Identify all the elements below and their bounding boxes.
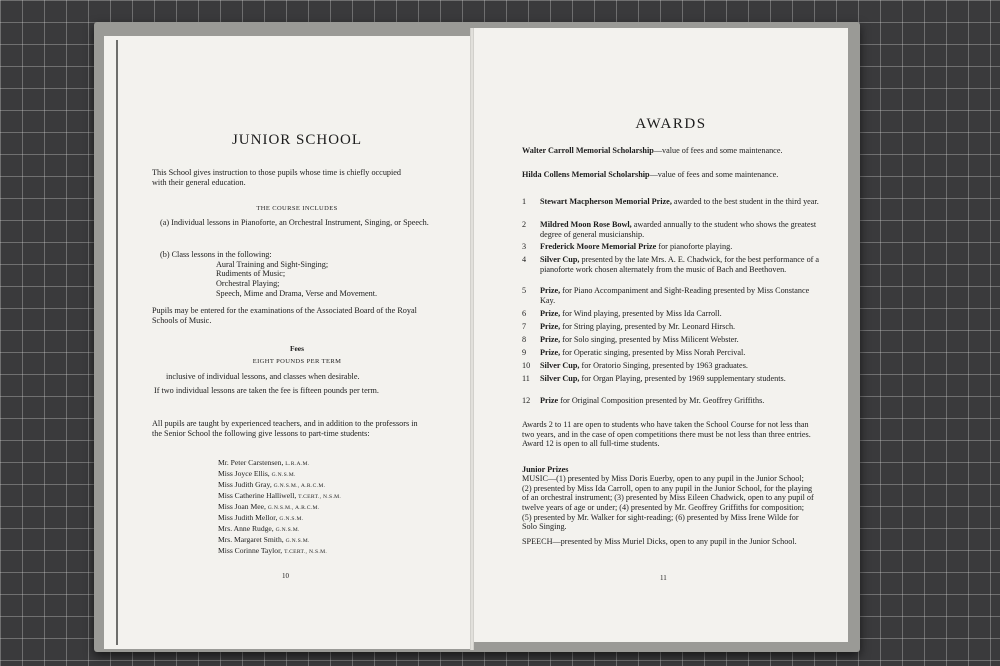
exams-paragraph: Pupils may be entered for the examinations of the Associated Board of the Royal Schools of Music. [152,306,417,325]
course-item-b-lead: (b) Class lessons in the following: [160,250,272,259]
page-number: 11 [660,574,667,582]
teacher-entry: Miss Catherine Halliwell, T.CERT., N.S.M. [218,491,342,500]
intro-paragraph: This School gives instruction to those pupils whose time is chiefly occupied with their general education. [152,168,402,187]
speech-prize-paragraph: SPEECH—presented by Miss Muriel Dicks, open to any pupil in the Junior School. [522,537,797,546]
page-title: AWARDS [635,116,707,132]
page-number: 10 [282,572,289,580]
left-page [104,36,472,649]
teacher-entry: Mrs. Anne Rudge, G.N.S.M. [218,524,300,533]
teacher-entry: Miss Judith Gray, G.N.S.M., A.R.C.M. [218,480,326,489]
teacher-entry: Miss Corinne Taylor, T.CERT., N.S.M. [218,546,328,555]
junior-prizes-heading: Junior Prizes [522,465,569,474]
course-item-a: (a) Individual lessons in Pianoforte, an Orchestral Instrument, Singing, or Speech. [160,218,429,227]
teacher-entry: Miss Joyce Ellis, G.N.S.M. [218,469,296,478]
scholarship-entry: Hilda Collens Memorial Scholarship—value of fees and some maintenance. [522,170,779,179]
course-sub-item: Speech, Mime and Drama, Verse and Movement. [216,288,378,298]
page-edge-shadow [116,40,118,645]
fees-amount: EIGHT POUNDS PER TERM [252,358,342,365]
fees-note-inclusive: inclusive of individual lessons, and classes when desirable. [166,372,360,381]
course-item-b [160,250,430,298]
right-page: AWARDS Walter Carroll Memorial Scholarship—value of fees and some maintenance. Hilda Collens Memorial Scholarship—value of fees and some maintenance. 1 Stewart Macpherson Memorial Prize, awarded to the best student in the third year. 2 Mildred Moon Rose Bowl, awarded annually to the student who shows the greatest degree of general musicianship. 3 Frederick Moore Memorial Prize for pianoforte playing. 4 Silver Cup, presented by the late Mrs. A. E. Chadwick, for the best performance of a pianoforte work chosen alternately from the music of Bach and Beethoven. 5 Prize, for Piano Accompaniment and Sight-Reading presented by Miss Constance Kay. 6 Prize, for Wind playing, presented by Miss Ida Carroll. 7 Prize, for String playing, presented by Mr. Leonard Hirsch. 8 Prize, for Solo singing, presented by Miss Milicent Webster. 9 Prize, for Operatic singing, presented by Miss Norah Percival. 10 Silver Cup, for Oratorio Singing, presented by 1963 graduates. 11 Silver Cup, for Organ Playing, presented by 1969 supplementary students. 12 Prize for Original Composition presented by Mr. Geoffrey Griffiths. Awards 2 to 11 are open to students who have taken the School Course for not less than two years, and in the case of open competitions there must be not less than three entries. Award 12 is open to all full-time students. Junior Prizes MUSIC—(1) presented by Miss Doris Euerby, open to any pupil in the Junior School; (2) presented by Miss Ida Carroll, open to any pupil in the Junior School, for the playing of an orchestral instrument; (3) presented by Miss Eileen Chadwick, open to any pupil of twelve years of age or under; (4) presented by Mr. Geoffrey Griffiths for composition; (5) presented by Mr. Walker for sight-reading; (6) presented by Miss Irene Wilde for Solo Singing. SPEECH—presented by Miss Muriel Dicks, open to any pupil in the Junior School. 11 [472,28,848,642]
course-sub-item: Orchestral Playing; [216,279,280,289]
fees-heading: Fees [290,344,304,353]
music-prizes-paragraph: MUSIC—(1) presented by Miss Doris Euerby, open to any pupil in the Junior School; (2) presented by Miss Ida Carroll, open to any pupil in the Junior School, for the playing of an orchestral instrument; (3) presented by Miss Eileen Chadwick, open to any pupil of twelve years of age or under; (4) presented by Mr. Geoffrey Griffiths for composition; (5) presented by Mr. Walker for sight-reading; (6) presented by Miss Irene Wilde for Solo Singing. [522,474,814,532]
awards-eligibility-note: Awards 2 to 11 are open to students who have taken the School Course for not less than two years, and in the case of open competitions there must be not less than three entries. Award 12 is open to all full-time students. [522,420,811,449]
page-title: JUNIOR SCHOOL [231,132,363,148]
course-heading: THE COURSE INCLUDES [256,205,338,212]
course-sub-item: Aural Training and Sight-Singing; [216,259,329,269]
scholarship-entry: Walter Carroll Memorial Scholarship—value of fees and some maintenance. [522,146,783,155]
fees-note-two-lessons: If two individual lessons are taken the fee is fifteen pounds per term. [154,386,379,395]
course-sub-item: Rudiments of Music; [216,269,286,279]
book-spine [470,28,474,650]
teacher-entry: Mr. Peter Carstensen, L.R.A.M. [218,458,310,467]
teachers-intro: All pupils are taught by experienced teachers, and in addition to the professors in the Senior School the following give lessons to part-time students: [152,419,418,438]
teacher-entry: Mrs. Margaret Smith, G.N.S.M. [218,535,310,544]
teacher-entry: Miss Judith Mellor, G.N.S.M. [218,513,304,522]
teacher-entry: Miss Joan Mee, G.N.S.M., A.R.C.M. [218,502,320,511]
